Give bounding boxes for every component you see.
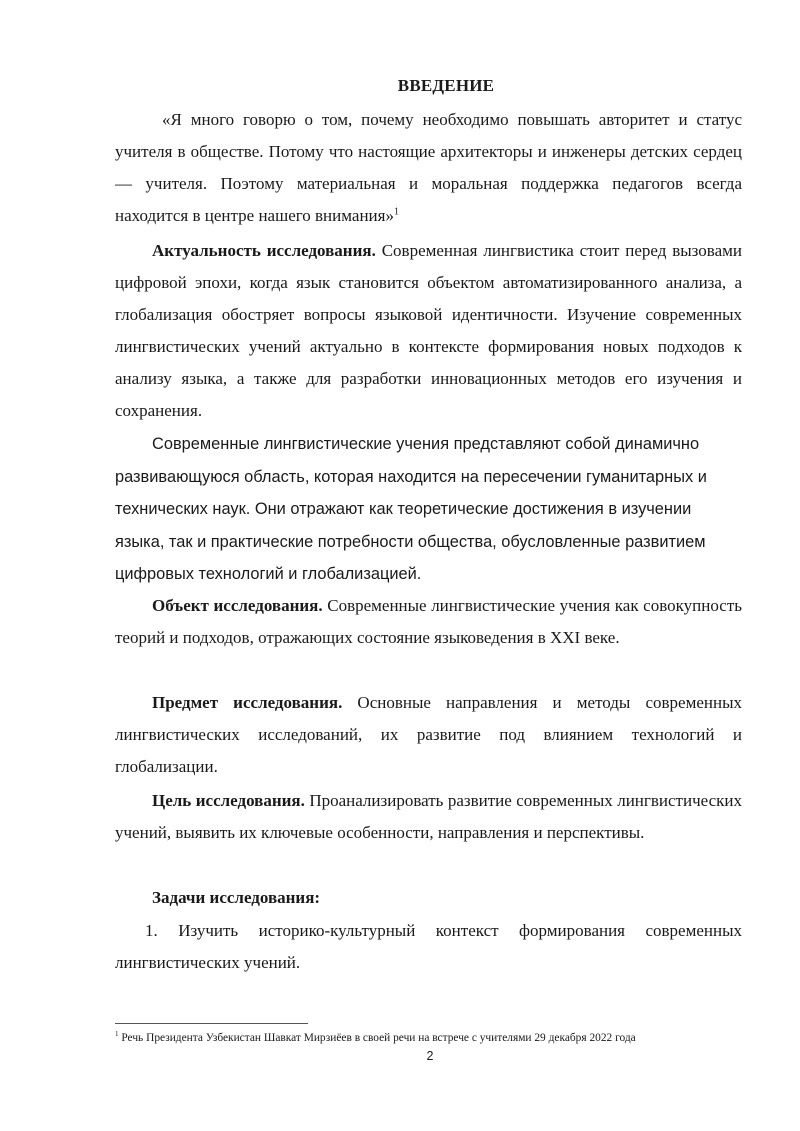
subject-paragraph xyxy=(115,687,742,783)
footnote-ref[interactable]: 1 xyxy=(393,206,399,218)
relevance-label: Актуальность исследования. xyxy=(152,241,376,260)
footnote-mark: 1 xyxy=(115,1030,119,1039)
epigraph-quote xyxy=(115,104,742,232)
subject-text: Основные направления и методы современных лингвистических исследований, их развитие под влиянием технологий и глобализации. xyxy=(115,693,742,776)
relevance-text: Современная лингвистика стоит перед вызовами цифровой эпохи, когда язык становится объектом автоматизированного анализа, а глобализация обостряет вопросы языковой идентичности. Изучение современных лингвистических учений актуально в контексте формирования новых подходов к анализу языка, а также для разработки инновационных методов его изучения и сохранения. xyxy=(115,241,742,420)
object-text: Современные лингвистические учения как совокупность теорий и подходов, отражающих состояние языковедения в XXI веке. xyxy=(115,596,742,647)
goal-label: Цель исследования. xyxy=(152,791,305,810)
object-paragraph xyxy=(115,590,742,654)
footnote-text: Речь Президента Узбекистан Шавкат Мирзиёев в своей речи на встрече с учителями 29 декабря 2022 года xyxy=(121,1032,636,1044)
subject-label: Предмет исследования. xyxy=(152,693,343,712)
footnote-divider xyxy=(115,1023,308,1024)
relevance-paragraph xyxy=(115,235,742,427)
list-item-number: 1. xyxy=(145,921,158,940)
tasks-label: Задачи исследования: xyxy=(152,888,321,907)
quote-text: «Я много говорю о том, почему необходимо повышать авторитет и статус учителя в обществе. Потому что настоящие архитекторы и инженеры детских сердец — учителя. Поэтому материальная и моральная поддержка педагогов всегда находится в центре нашего внимания» xyxy=(115,110,742,225)
page-number: 2 xyxy=(426,1049,434,1063)
goal-text: Проанализировать развитие современных лингвистических учений, выявить их ключевые особенности, направления и перспективы. xyxy=(115,791,742,842)
page-title: ВВЕДЕНИЕ xyxy=(397,76,495,95)
footnote xyxy=(115,1031,755,1046)
goal-paragraph xyxy=(115,785,742,849)
tasks-heading xyxy=(115,882,742,914)
overview-paragraph: Современные лингвистические учения представляют собой динамично развивающуюся область, которая находится на пересечении гуманитарных и технических наук. Они отражают как теоретические достижения в изучении языка, так и практические потребности общества, обусловленные развитием цифровых технологий и глобализацией. xyxy=(115,435,707,583)
list-item xyxy=(115,915,742,979)
object-label: Объект исследования. xyxy=(152,596,323,615)
list-item-text: Изучить историко-культурный контекст формирования современных лингвистических учений. xyxy=(115,921,742,972)
